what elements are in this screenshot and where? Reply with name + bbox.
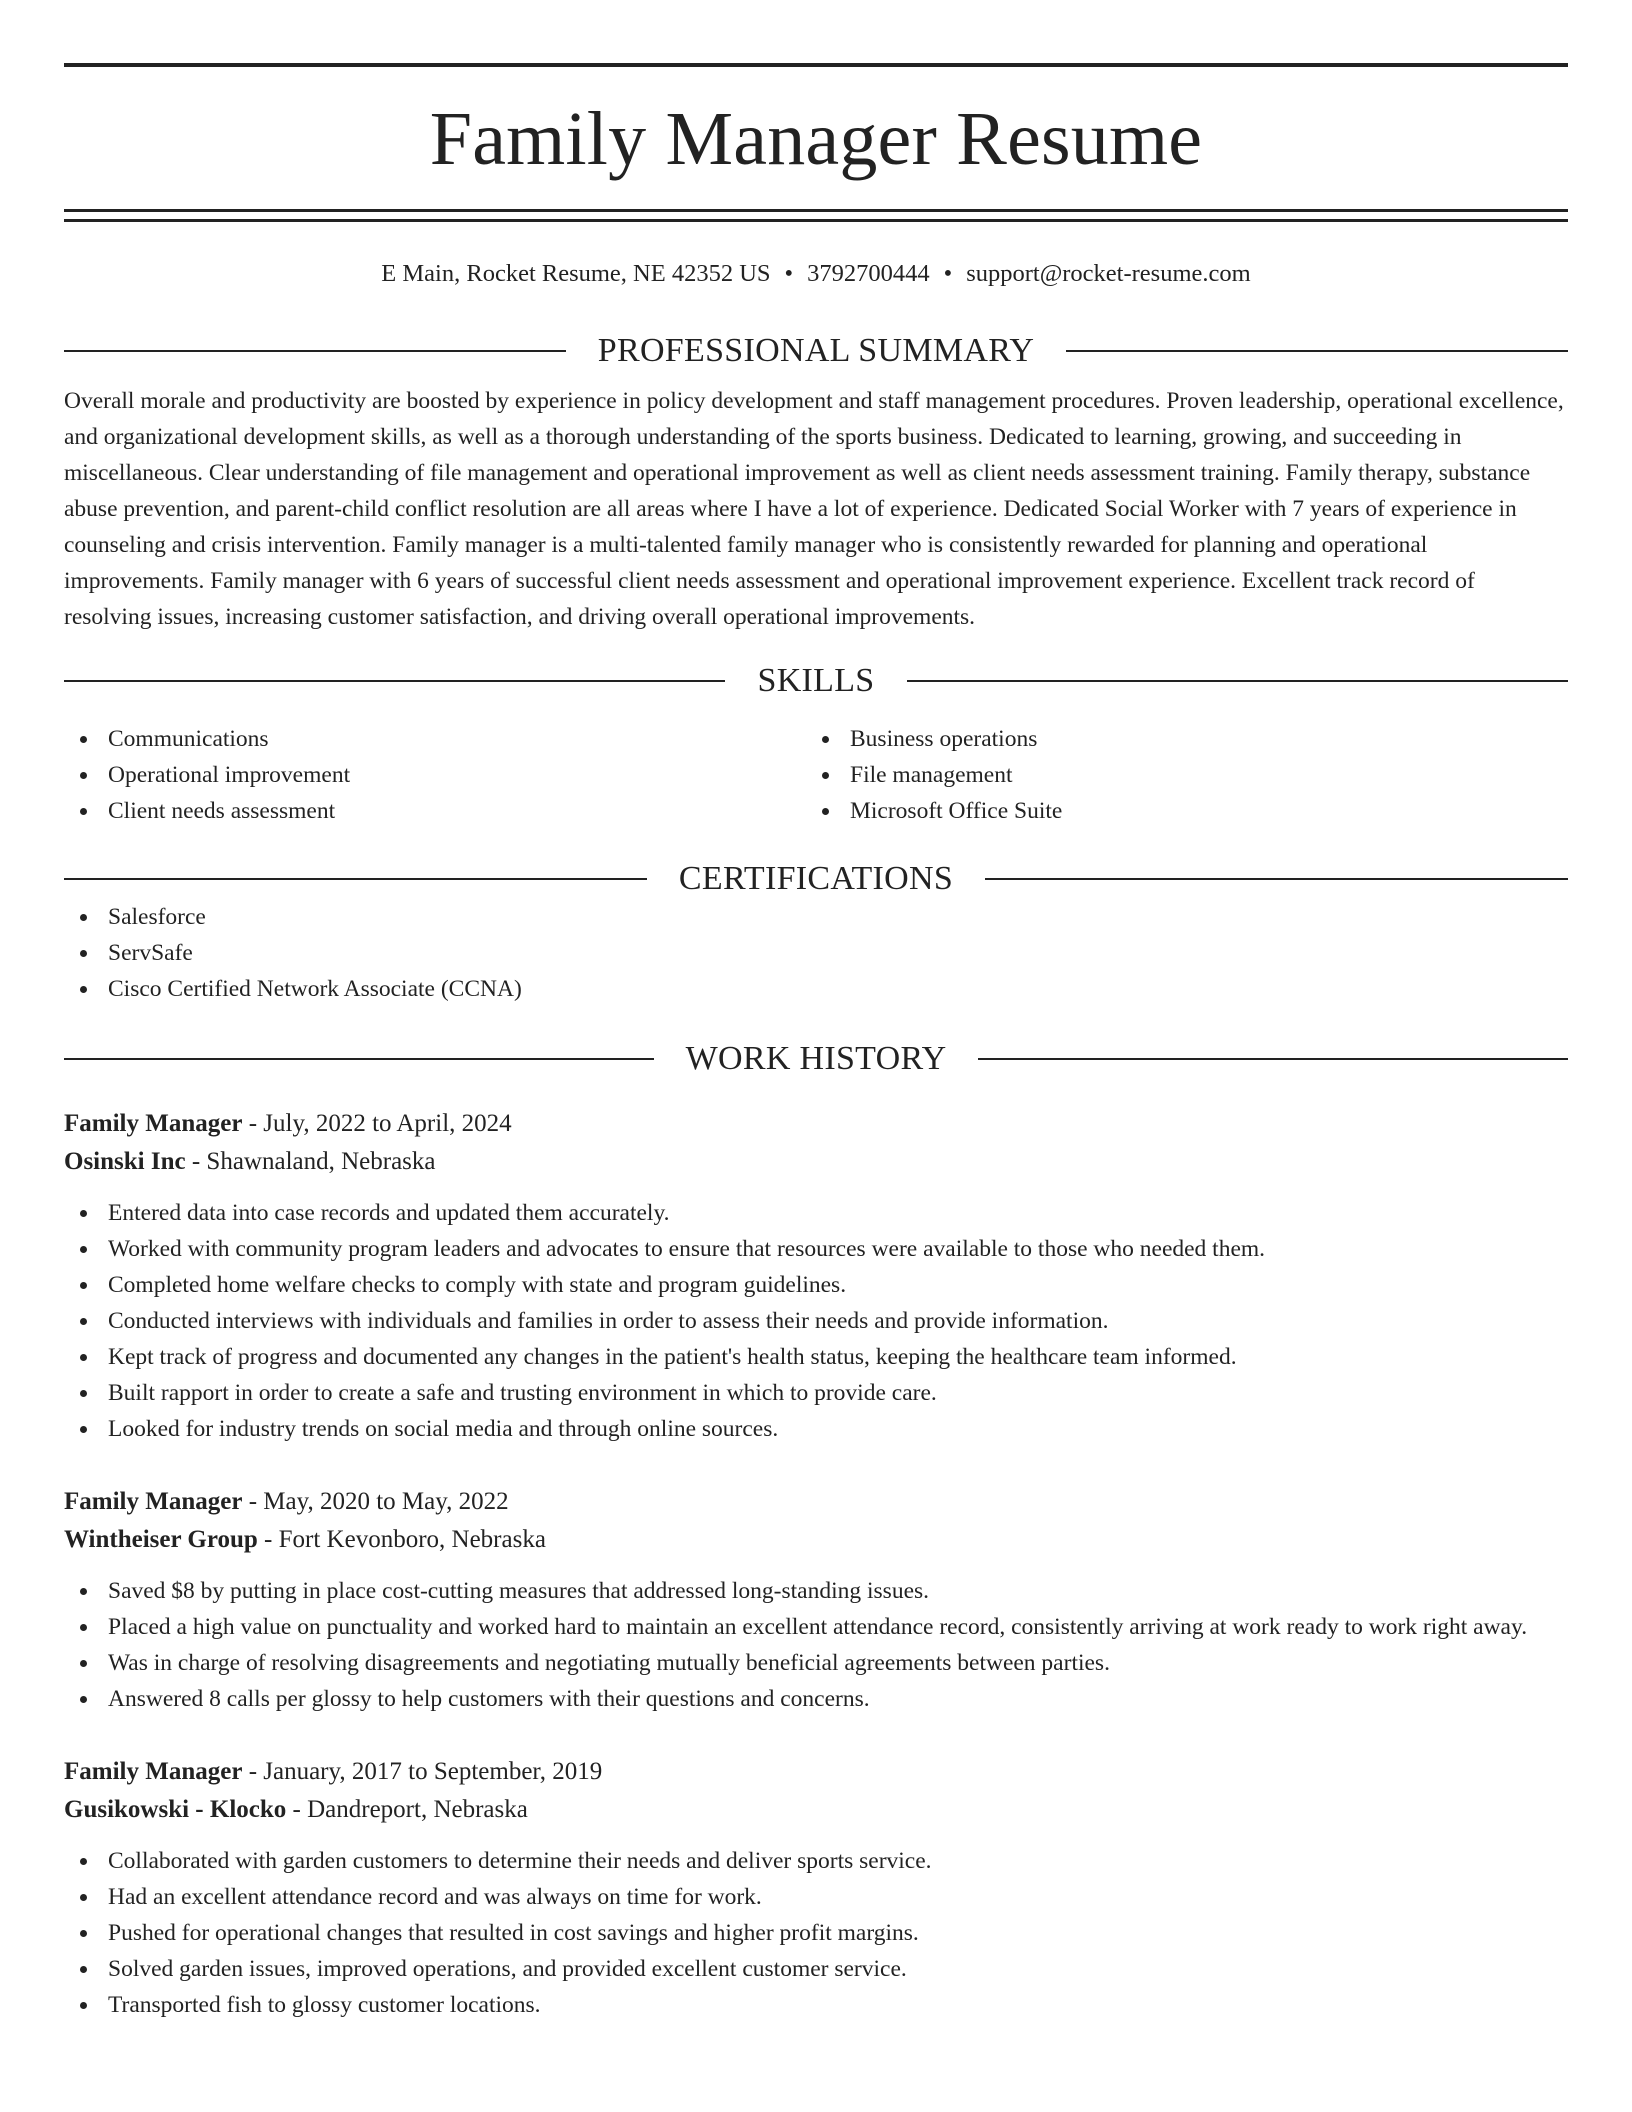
job-title-line xyxy=(64,1483,1568,1521)
job-location: - Shawnaland, Nebraska xyxy=(185,1148,436,1175)
job-bullet: Looked for industry trends on social media and through online sources. xyxy=(64,1411,1568,1447)
certification-item: Salesforce xyxy=(64,899,1568,935)
heading-rule xyxy=(985,878,1568,880)
job-bullet: Entered data into case records and updated them accurately. xyxy=(64,1195,1568,1231)
heading-rule xyxy=(64,680,725,682)
skill-item: Communications xyxy=(64,721,806,757)
skill-item: File management xyxy=(806,757,1548,793)
heading-rule xyxy=(64,1058,654,1060)
skill-item: Client needs assessment xyxy=(64,793,806,829)
skills-column-left xyxy=(64,721,806,829)
job-location: - Dandreport, Nebraska xyxy=(286,1796,528,1823)
section-heading-certifications xyxy=(64,859,1568,899)
job-title: Family Manager xyxy=(64,1488,243,1515)
contact-phone: 3792700444 xyxy=(807,260,930,287)
job-bullet: Built rapport in order to create a safe and trusting environment in which to provide care. xyxy=(64,1375,1568,1411)
job-location: - Fort Kevonboro, Nebraska xyxy=(257,1526,546,1553)
resume-title: Family Manager Resume xyxy=(429,97,1203,181)
job-bullet: Solved garden issues, improved operations, and provided excellent customer service. xyxy=(64,1951,1568,1987)
job-company-line xyxy=(64,1521,1568,1559)
job-bullets xyxy=(64,1195,1568,1447)
job-bullet: Was in charge of resolving disagreements and negotiating mutually beneficial agreements between parties. xyxy=(64,1645,1568,1681)
job-title: Family Manager xyxy=(64,1758,243,1785)
contact-separator: • xyxy=(784,260,794,287)
job-title-line xyxy=(64,1753,1568,1791)
section-title: WORK HISTORY xyxy=(685,1040,947,1077)
job-company: Wintheiser Group xyxy=(64,1526,258,1553)
job-bullets xyxy=(64,1843,1568,2023)
heading-rule xyxy=(907,680,1568,682)
contact-address: E Main, Rocket Resume, NE 42352 US xyxy=(381,260,771,287)
job-entry xyxy=(64,1753,1568,2023)
job-bullet: Worked with community program leaders and advocates to ensure that resources were available to those who needed them. xyxy=(64,1231,1568,1267)
heading-rule xyxy=(64,878,647,880)
job-title: Family Manager xyxy=(64,1110,243,1137)
job-bullet: Had an excellent attendance record and was always on time for work. xyxy=(64,1879,1568,1915)
summary-paragraph: Overall morale and productivity are boosted by experience in policy development and staff management procedures. Proven leadership, operational excellence, and organizational development skills, as well as a thorough understanding of the sports business. Dedicated to learning, growing, and succeeding in miscellaneous. Clear understanding of file management and operational improvement as well as client needs assessment training. Family therapy, substance abuse prevention, and parent-child conflict resolution are all areas where I have a lot of experience. Dedicated Social Worker with 7 years of experience in counseling and crisis intervention. Family manager is a multi-talented family manager who is consistently rewarded for planning and operational improvements. Family manager with 6 years of successful client needs assessment and operational improvement experience. Excellent track record of resolving issues, increasing customer satisfaction, and driving overall operational improvements. xyxy=(64,388,1564,630)
skill-item: Operational improvement xyxy=(64,757,806,793)
skills-column-right xyxy=(806,721,1548,829)
job-bullet: Kept track of progress and documented any changes in the patient's health status, keeping the healthcare team informed. xyxy=(64,1339,1568,1375)
job-bullet: Placed a high value on punctuality and worked hard to maintain an excellent attendance record, consistently arriving at work ready to work right away. xyxy=(64,1609,1568,1645)
certification-item: Cisco Certified Network Associate (CCNA) xyxy=(64,971,1568,1007)
heading-rule xyxy=(64,350,566,352)
job-company: Osinski Inc xyxy=(64,1148,186,1175)
contact-email: support@rocket-resume.com xyxy=(966,260,1251,287)
resume-page xyxy=(64,0,1568,2023)
job-entry xyxy=(64,1105,1568,1447)
job-entry xyxy=(64,1483,1568,1717)
job-dates: - January, 2017 to September, 2019 xyxy=(242,1758,603,1785)
skills-list xyxy=(64,721,1568,829)
section-title: SKILLS xyxy=(757,662,875,699)
job-title-line xyxy=(64,1105,1568,1143)
skill-item: Business operations xyxy=(806,721,1548,757)
contact-separator: • xyxy=(943,260,953,287)
job-company-line xyxy=(64,1143,1568,1181)
section-title: CERTIFICATIONS xyxy=(678,860,954,897)
job-dates: - May, 2020 to May, 2022 xyxy=(242,1488,509,1515)
job-bullet: Conducted interviews with individuals and families in order to assess their needs and provide information. xyxy=(64,1303,1568,1339)
section-title: PROFESSIONAL SUMMARY xyxy=(597,332,1035,369)
top-rule xyxy=(64,63,1568,67)
job-dates: - July, 2022 to April, 2024 xyxy=(242,1110,512,1137)
section-heading-work-history xyxy=(64,1039,1568,1079)
job-bullet: Pushed for operational changes that resulted in cost savings and higher profit margins. xyxy=(64,1915,1568,1951)
heading-rule xyxy=(978,1058,1568,1060)
job-bullet: Answered 8 calls per glossy to help customers with their questions and concerns. xyxy=(64,1681,1568,1717)
certifications-list xyxy=(64,899,1568,1007)
job-bullet: Saved $8 by putting in place cost-cutting measures that addressed long-standing issues. xyxy=(64,1573,1568,1609)
certification-item: ServSafe xyxy=(64,935,1568,971)
job-bullet: Completed home welfare checks to comply with state and program guidelines. xyxy=(64,1267,1568,1303)
job-company-line xyxy=(64,1791,1568,1829)
contact-line xyxy=(64,259,1568,289)
heading-rule xyxy=(1066,350,1568,352)
job-bullet: Collaborated with garden customers to determine their needs and deliver sports service. xyxy=(64,1843,1568,1879)
job-company: Gusikowski - Klocko xyxy=(64,1796,287,1823)
section-heading-skills xyxy=(64,661,1568,701)
job-bullet: Transported fish to glossy customer locations. xyxy=(64,1987,1568,2023)
section-heading-summary xyxy=(64,331,1568,371)
job-bullets xyxy=(64,1573,1568,1717)
skill-item: Microsoft Office Suite xyxy=(806,793,1548,829)
title-double-rule xyxy=(64,209,1568,222)
